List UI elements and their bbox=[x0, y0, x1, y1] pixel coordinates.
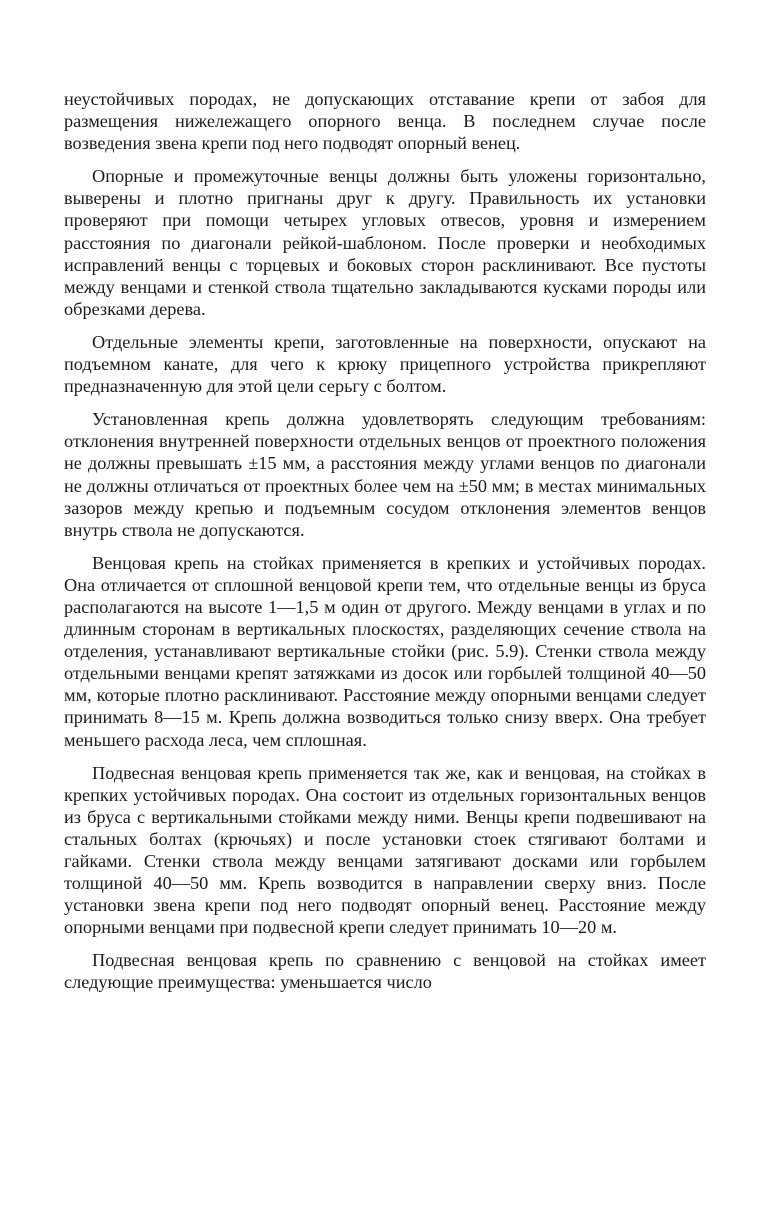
paragraph-lowering-elements: Отдельные элементы крепи, заготовленные на поверхности, опускают на подъемном канате, для чего к крюку прицепного устройства прикрепляют предназначенную для этой цели серьгу с болтом. bbox=[64, 331, 706, 397]
document-page bbox=[64, 88, 706, 994]
paragraph-requirements: Установленная крепь должна удовлетворять следующим требованиям: отклонения внутренней поверхности отдельных венцов от проектного положения не должны превышать ±15 мм, а расстояния между углами венцов по диагонали не должны отличаться от проектных более чем на ±50 мм; в местах минимальных зазоров между крепью и подъемным сосудом отклонения элементов венцов внутрь ствола не допускаются. bbox=[64, 409, 706, 540]
paragraph-venets-placement: Опорные и промежуточные венцы должны быть уложены горизонтально, выверены и плотно пригнаны друг к другу. Правильность их установки проверяют при помощи четырех угловых отвесов, уровня и измерением расстояния по диагонали рейкой-шаблоном. После проверки и необходимых исправлений венцы с торцевых и боковых сторон расклинивают. Все пустоты между венцами и стенкой ствола тщательно закладываются кусками породы или обрезками дерева. bbox=[64, 166, 706, 319]
paragraph-suspended-support: Подвесная венцовая крепь применяется так же, как и венцовая, на стойках в крепких устойчивых породах. Она состоит из отдельных горизонтальных венцов из бруса с вертикальными стойками между ними. Венцы крепи подвешивают на стальных болтах (крючьях) и после установки стоек стягивают болтами и гайками. Стенки ствола между венцами затягивают досками или горбылем толщиной 40—50 мм. Крепь возводится в направлении сверху вниз. После установки звена крепи под него подводят опорный венец. Расстояние между опорными венцами при подвесной крепи следует принимать 10—20 м. bbox=[64, 762, 706, 938]
paragraph-support-on-posts: Венцовая крепь на стойках применяется в крепких и устойчивых породах. Она отличается от сплошной венцовой крепи тем, что отдельные венцы из бруса располагаются на высоте 1—1,5 м один от другого. Между венцами в углах и по длинным сторонам в вертикальных плоскостях, разделяющих сечение ствола на отделения, устанавливают вертикальные стойки (рис. 5.9). Стенки ствола между отдельными венцами крепят затяжками из досок или горбылей толщиной 40—50 мм, которые плотно расклинивают. Расстояние между опорными венцами следует принимать 8—15 м. Крепь должна возводиться только снизу вверх. Она требует меньшего расхода леса, чем сплошная. bbox=[64, 552, 706, 750]
paragraph-advantages: Подвесная венцовая крепь по сравнению с венцовой на стойках имеет следующие преимущества: уменьшается число bbox=[64, 950, 706, 993]
paragraph-continuation: неустойчивых породах, не допускающих отставание крепи от забоя для размещения нижележащего опорного венца. В последнем случае после возведения звена крепи под него подводят опорный венец. bbox=[64, 89, 706, 154]
